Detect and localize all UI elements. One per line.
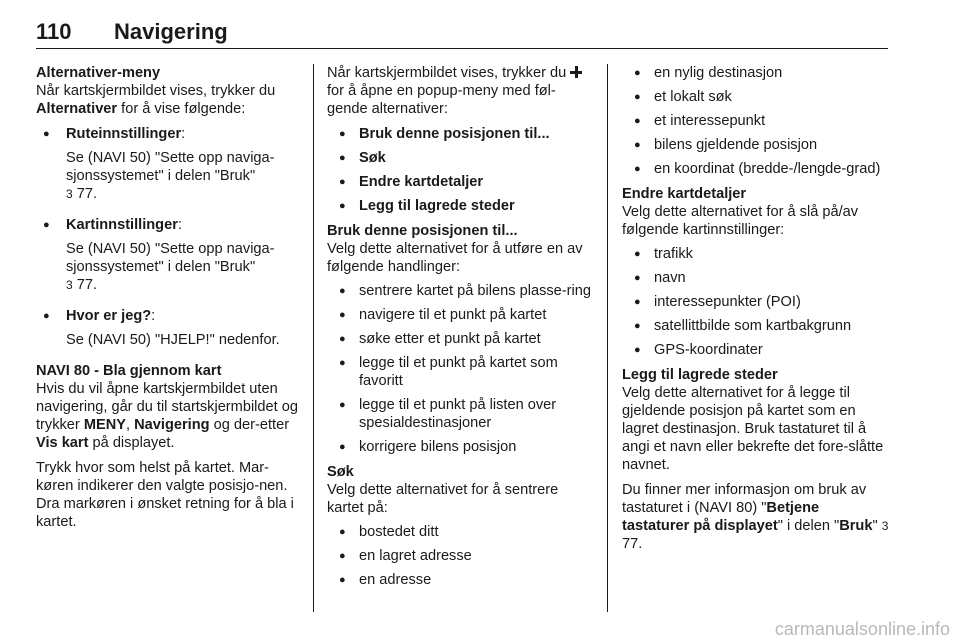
list-item: ● trafikk — [622, 245, 890, 263]
navi80-paragraph: Hvis du vil åpne kartskjermbildet uten navigering, går du til startskjermbildet og trykker MENY, Navigering og der-etter Vis kart på displayet. — [36, 381, 299, 451]
list-item: ● satellittbilde som kartbakgrunn — [622, 317, 890, 335]
legg-text: Velg dette alternativet for å legge til gjeldende posisjon på kartet som en lagret destinasjon. Bruk tastaturet til å angi et navn eller bekrefte det fore-slåtte navnet. — [622, 385, 884, 473]
bruk-text: Velg dette alternativet for å utføre en av følgende handlinger: — [327, 241, 583, 275]
list-item: ● Hvor er jeg?: Se (NAVI 50) "HJELP!" nedenfor. — [36, 307, 300, 349]
column-divider-2 — [607, 64, 608, 612]
list-item: ● Søk — [327, 149, 593, 167]
popup-intro: Når kartskjermbildet vises, trykker du for å åpne en popup-meny med føl-gende alternativer: — [327, 64, 593, 118]
section-heading-legg: Legg til lagrede steder — [622, 367, 778, 383]
list-item: ● interessepunkter (POI) — [622, 293, 890, 311]
section-heading-sok: Søk — [327, 464, 354, 480]
page-header — [36, 10, 888, 50]
list-item: ● Legg til lagrede steder — [327, 197, 593, 215]
arrow-reference-icon: 3 — [66, 278, 73, 292]
watermark: carmanualsonline.info — [774, 619, 950, 639]
arrow-reference-icon: 3 — [66, 187, 73, 201]
navi80-paragraph-2: Trykk hvor som helst på kartet. Mar-køren indikerer den valgte posisjo-nen. Dra markøren i ønsket retning for å bla i kartet. — [36, 460, 294, 530]
list-item: ● legge til et punkt på kartet som favoritt — [327, 354, 593, 390]
list-item: ● en lagret adresse — [327, 547, 593, 565]
list-item: ● bilens gjeldende posisjon — [622, 136, 890, 154]
section-heading-alternativer-meny: Alternativer-meny — [36, 65, 161, 81]
list-item: ● bostedet ditt — [327, 523, 593, 541]
list-item: ● en koordinat (bredde-/lengde-grad) — [622, 160, 890, 178]
list-item: ● Bruk denne posisjonen til... — [327, 125, 593, 143]
section-heading-bruk: Bruk denne posisjonen til... — [327, 223, 518, 239]
endre-list — [622, 245, 890, 359]
alternativer-list — [36, 125, 300, 349]
list-item: ● korrigere bilens posisjon — [327, 438, 593, 456]
alternativer-intro: Når kartskjermbildet vises, trykker du Alternativer for å vise følgende: — [36, 83, 276, 117]
section-heading-endre: Endre kartdetaljer — [622, 186, 747, 202]
section-heading-navi80: NAVI 80 - Bla gjennom kart — [36, 363, 222, 379]
sok-text: Velg dette alternativet for å sentrere kartet på: — [327, 482, 559, 516]
info-paragraph: Du finner mer informasjon om bruk av tastaturet i (NAVI 80) "Betjene tastaturer på displayet" i delen "Bruk" 3 77. — [622, 482, 889, 552]
bruk-list — [327, 282, 593, 456]
column-divider-1 — [313, 64, 314, 612]
column-2 — [327, 64, 593, 589]
column-3 — [622, 64, 890, 553]
header-rule — [36, 48, 888, 49]
list-item: ● navn — [622, 269, 890, 287]
list-item: ● legge til et punkt på listen over spesialdestinasjoner — [327, 396, 593, 432]
arrow-reference-icon: 3 — [881, 519, 889, 533]
page-title: Navigering — [114, 19, 228, 44]
list-item: ● søke etter et punkt på kartet — [327, 330, 593, 348]
page-number: 110 — [36, 19, 72, 44]
popup-menu-list — [327, 125, 593, 215]
list-item: ● Ruteinnstillinger: Se (NAVI 50) "Sette opp naviga-sjonssystemet" i delen "Bruk" 3 77. — [36, 125, 300, 203]
list-item: ● sentrere kartet på bilens plasse-ring — [327, 282, 593, 300]
sok-list-continued — [622, 64, 890, 178]
list-item: ● en adresse — [327, 571, 593, 589]
plus-icon — [570, 66, 582, 78]
list-item: ● et interessepunkt — [622, 112, 890, 130]
list-item: ● GPS-koordinater — [622, 341, 890, 359]
sok-list — [327, 523, 593, 589]
list-item: ● et lokalt søk — [622, 88, 890, 106]
column-1 — [36, 64, 300, 531]
list-item: ● navigere til et punkt på kartet — [327, 306, 593, 324]
list-item: ● Endre kartdetaljer — [327, 173, 593, 191]
list-item: ● en nylig destinasjon — [622, 64, 890, 82]
endre-text: Velg dette alternativet for å slå på/av følgende kartinnstillinger: — [622, 204, 859, 238]
list-item: ● Kartinnstillinger: Se (NAVI 50) "Sette opp naviga-sjonssystemet" i delen "Bruk" 3 77. — [36, 216, 300, 294]
